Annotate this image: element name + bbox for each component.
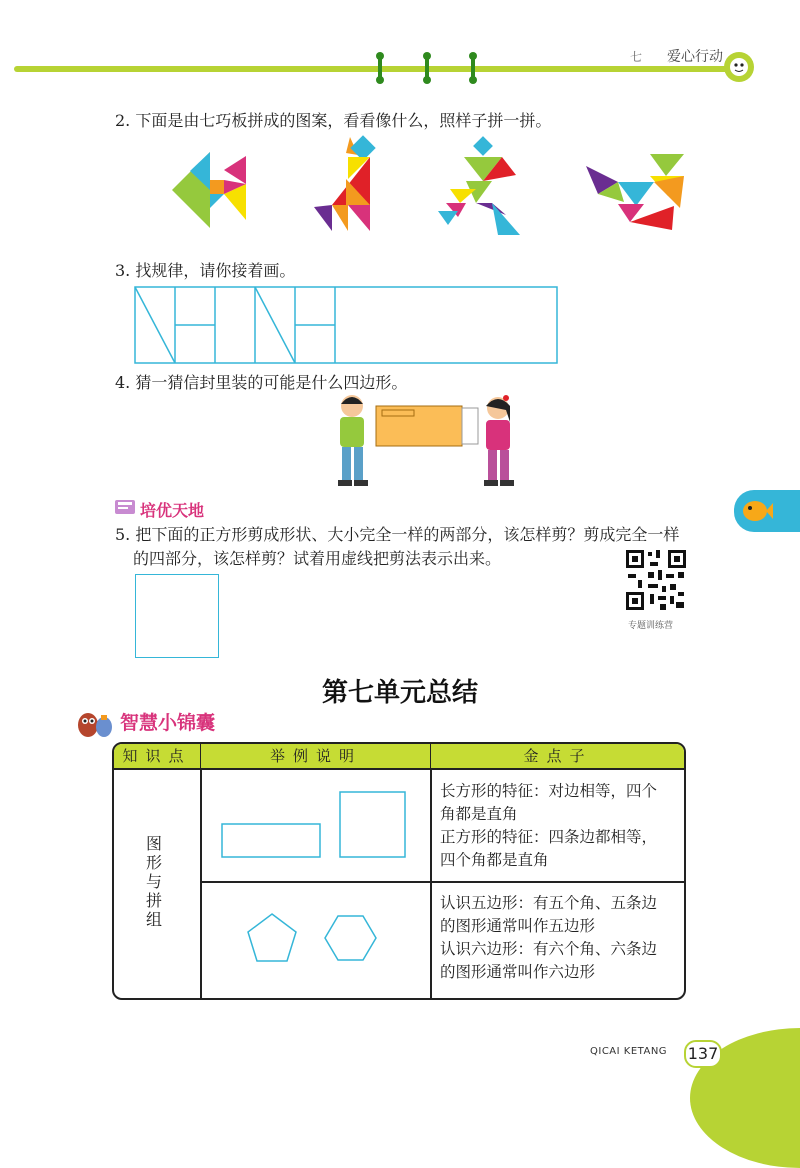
qr-code-icon[interactable] [624,548,688,612]
kids-envelope-illustration [330,392,530,492]
tangram-fox [312,135,382,233]
topic-cell: 图形与拼组 [146,834,163,929]
peiyou-title: 培优天地 [140,501,205,520]
tip-row1-line4: 四个角都是直角 [440,851,549,869]
binder-clips [364,50,494,86]
pattern-box [134,286,560,366]
summary-table [112,742,686,1000]
footer-brand: QICAI KETANG [590,1046,668,1057]
tangram-bird [584,152,689,232]
side-tab-fish [734,490,800,532]
tip-row1-line2: 角都是直角 [440,805,518,823]
question-2: 2. 下面是由七巧板拼成的图案，看看像什么，照样子拼一拼。 [115,111,552,130]
row-divider [201,881,684,883]
table-header-tips: 金点子 [430,744,685,770]
unit-summary-title: 第七单元总结 [321,678,478,708]
tip-row2-line1: 认识五边形：有五个角、五条边 [440,894,658,912]
tip-row2-line4: 的图形通常叫作六边形 [440,963,596,981]
qr-caption: 专题训练营 [628,621,674,631]
page-number: 137 [684,1040,722,1068]
question-3: 3. 找规律，请你接着画。 [115,261,296,280]
question-5-line1: 5. 把下面的正方形剪成形状、大小完全一样的两部分，该怎样剪？剪成完全一样 [115,525,680,544]
tangram-runner [436,135,522,240]
question-4: 4. 猜一猜信封里装的可能是什么四边形。 [115,373,408,392]
col-divider-2 [430,770,432,998]
col-divider-1 [200,770,202,998]
pentagon-hexagon-example [244,908,384,968]
tip-row2-line3: 认识六边形：有六个角、六条边 [440,940,658,958]
question-5-line2: 的四部分，该怎样剪？试着用虚线把剪法表示出来。 [133,549,502,568]
mascot-icon [724,52,754,82]
table-header-example: 举例说明 [200,744,431,770]
chapter-number: 七 [630,50,643,64]
rectangle-square-example [214,784,414,864]
tangram-fish [170,150,250,230]
tip-row1-line1: 长方形的特征：对边相等，四个 [440,782,658,800]
table-header-topic: 知识点 [114,744,200,770]
book-icon [114,498,136,520]
chapter-title: 爱心行动 [667,49,723,65]
tip-row1-line3: 正方形的特征：四条边都相等， [440,828,658,846]
tip-row2-line2: 的图形通常叫作五边形 [440,917,596,935]
owl-mascot-icon [76,705,114,739]
zhihui-title: 智慧小锦囊 [120,712,216,734]
square-to-cut [135,574,219,658]
